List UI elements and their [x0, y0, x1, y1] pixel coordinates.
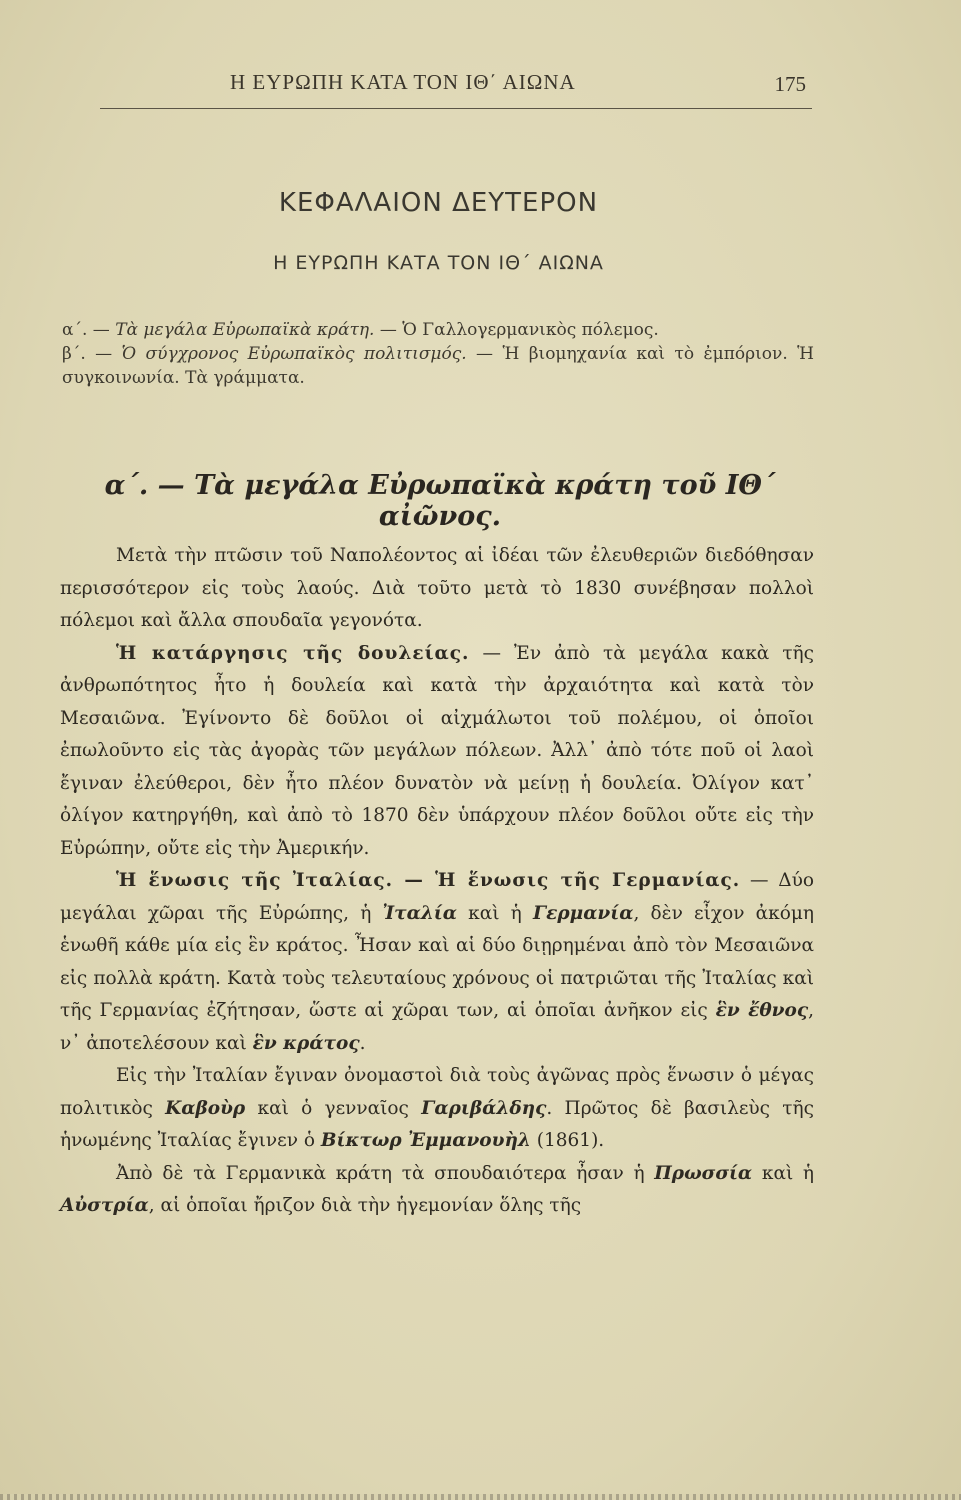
paragraph-3-text: — Δύο μεγάλαι χῶραι τῆς Εὐρώπης, ἡ	[60, 870, 814, 924]
paragraph-4	[60, 1060, 814, 1158]
paragraph-2	[60, 638, 814, 866]
paragraph-2-heading: Ἡ κατάργησις τῆς δουλείας.	[116, 642, 470, 664]
paragraph-4-text: Εἰς τὴν Ἰταλίαν ἔγιναν ὀνομαστοὶ διὰ τοὺς ἀγῶνας πρὸς ἕνωσιν ὁ μέγας πολιτικὸς	[60, 1065, 814, 1119]
running-title: Η ΕΥΡΩΠΗ ΚΑΤΑ ΤΟΝ ΙΘ΄ ΑΙΩΝΑ	[230, 70, 576, 94]
paragraph-3-text: καὶ ἡ	[456, 902, 533, 924]
emphasis-avstria: Αὐστρία	[60, 1195, 149, 1216]
emphasis-viktor-emmanouil: Βίκτωρ Ἐμμανουὴλ	[320, 1130, 531, 1151]
section-heading: α΄. — Τὰ μεγάλα Εὐρωπαϊκὰ κράτη τοῦ ΙΘ΄ αἰῶνος.	[104, 470, 776, 532]
summary-b-number: β΄. —	[62, 344, 122, 364]
chapter-summary	[62, 318, 814, 390]
paragraph-2-text: — Ἐν ἀπὸ τὰ μεγάλα κακὰ τῆς ἀνθρωπότητος ἦτο ἡ δουλεία καὶ κατὰ τὴν ἀρχαιότητα καὶ κατὰ τὸν Μεσαιῶνα. Ἐγίνοντο δὲ δοῦλοι οἱ αἰχμάλωτοι τοῦ πολέμου, οἱ ὁποῖοι ἐπωλοῦντο εἰς τὰς ἀγορὰς τῶν μεγάλων πόλεων. Ἀλλ᾽ ἀπὸ τότε ποῦ οἱ λαοὶ ἔγιναν ἐλεύθεροι, δὲν ἦτο πλέον δυνατὸν νὰ μείνῃ ἡ δουλεία. Ὀλίγον κατ᾽ ὀλίγον κατηργήθη, καὶ ἀπὸ τὸ 1870 δὲν ὑπάρχουν πλέον δοῦλοι οὔτε εἰς τὴν Εὐρώπην, οὔτε εἰς τὴν Ἀμερικήν.	[60, 642, 815, 859]
paragraph-3-heading: Ἡ ἕνωσις τῆς Ἰταλίας. — Ἡ ἕνωσις τῆς Γερμανίας.	[116, 870, 741, 891]
page-bottom-edge	[0, 1494, 961, 1500]
summary-b-rest: — Ἡ βιομηχανία καὶ τὸ ἐμπόριον. Ἡ συγκοινωνία. Τὰ γράμματα.	[62, 344, 815, 388]
summary-a-number: α΄. —	[62, 320, 116, 340]
page-number: 175	[774, 72, 806, 96]
paragraph-5	[60, 1158, 814, 1223]
paragraph-1: Μετὰ τὴν πτῶσιν τοῦ Ναπολέοντος αἱ ἰδέαι τῶν ἐλευθεριῶν διεδόθησαν περισσότερον εἰς τοὺς λαούς. Διὰ τοῦτο μετὰ τὸ 1830 συνέβησαν πολλοὶ πόλεμοι καὶ ἄλλα σπουδαῖα γεγονότα.	[60, 545, 814, 631]
paragraph-3-text: , δὲν εἶχον ἀκόμη ἑνωθῆ κάθε μία εἰς ἓν κράτος. Ἦσαν καὶ αἱ δύο διῃρημέναι ἀπὸ τὸν Μεσαιῶνα εἰς πολλὰ κράτη. Κατὰ τοὺς τελευταίους χρόνους οἱ πατριῶται τῆς Ἰταλίας καὶ τῆς Γερμανίας ἐζήτησαν, ὥστε αἱ χῶραι των, αἱ ὁποῖαι ἀνῆκον εἰς	[60, 902, 814, 1021]
summary-item-b	[62, 342, 814, 390]
emphasis-garivaldis: Γαριβάλδης	[421, 1097, 547, 1119]
paragraph-4-text: . Πρῶτος δὲ βασιλεὺς τῆς ἡνωμένης Ἰταλίας ἔγινεν ὁ	[60, 1097, 814, 1151]
summary-item-a	[62, 318, 814, 342]
paragraph-3	[60, 865, 814, 1060]
paragraph-3-text: .	[359, 1032, 366, 1054]
emphasis-germania: Γερμανία	[532, 902, 634, 924]
chapter-subtitle: Η ΕΥΡΩΠΗ ΚΑΤΑ ΤΟΝ ΙΘ΄ ΑΙΩΝΑ	[273, 252, 604, 274]
summary-a-rest: — Ὁ Γαλλογερμανικὸς πόλεμος.	[374, 320, 659, 340]
paragraph-5-text: καὶ ἡ	[752, 1162, 815, 1184]
summary-a-title: Τὰ μεγάλα Εὐρωπαϊκὰ κράτη.	[115, 320, 375, 340]
paragraph-5-text: Ἀπὸ δὲ τὰ Γερμανικὰ κράτη τὰ σπουδαιότερα ἦσαν ἡ	[116, 1162, 655, 1184]
emphasis-italia: Ἰταλία	[382, 902, 457, 924]
body-text	[60, 540, 814, 1223]
chapter-title: ΚΕΦΑΛΑΙΟΝ ΔΕΥΤΕΡΟΝ	[278, 188, 599, 218]
emphasis-kavour: Καβοὺρ	[165, 1097, 246, 1119]
emphasis-prossia: Πρωσσία	[654, 1162, 753, 1184]
paragraph-4-text: καὶ ὁ γενναῖος	[245, 1097, 422, 1119]
paragraph-5-text: , αἱ ὁποῖαι ἤριζον διὰ τὴν ἡγεμονίαν ὅλης τῆς	[148, 1195, 582, 1216]
emphasis-en-ethnos: ἓν ἔθνος	[715, 1000, 809, 1021]
emphasis-en-kratos: ἓν κράτος	[252, 1032, 360, 1054]
running-header	[100, 68, 812, 109]
summary-b-title: Ὁ σύγχρονος Εὐρωπαϊκὸς πολιτισμός.	[121, 344, 467, 364]
paragraph-4-text: (1861).	[530, 1130, 605, 1151]
paragraph-3-text: , ν᾽ ἀποτελέσουν καὶ	[60, 1000, 814, 1054]
